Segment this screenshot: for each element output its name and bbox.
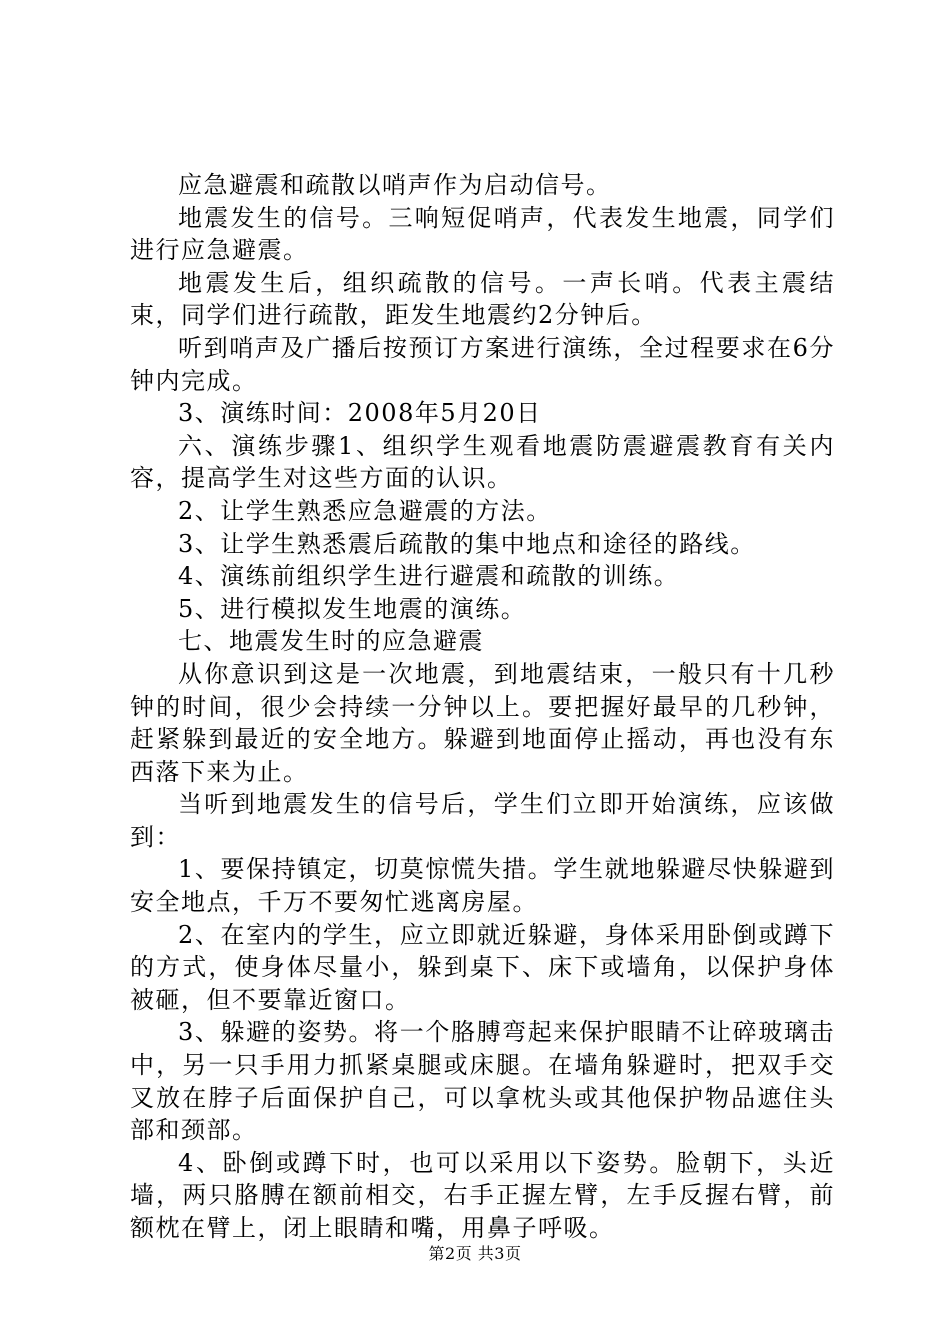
paragraph-evacuation-signal: 地震发生后，组织疏散的信号。一声长哨。代表主震结束，同学们进行疏散，距发生地震约2分钟后。 (130, 268, 835, 330)
paragraph-earthquake-signal: 地震发生的信号。三响短促哨声，代表发生地震，同学们进行应急避震。 (130, 203, 835, 265)
paragraph-drill-steps-5: 5、进行模拟发生地震的演练。 (178, 594, 527, 623)
paragraph-first-seconds: 从你意识到这是一次地震，到地震结束，一般只有十几秒钟的时间，很少会持续一分钟以上。要把握好最早的几秒钟，赶紧躲到最近的安全地方。躲避到地面停止摇动，再也没有东西落下来为止。 (130, 659, 835, 786)
paragraph-drill-steps-1: 六、演练步骤1、组织学生观看地震防震避震教育有关内容，提高学生对这些方面的认识。 (130, 431, 835, 493)
paragraph-prone-posture: 4、卧倒或蹲下时，也可以采用以下姿势。脸朝下，头近墙，两只胳膊在额前相交，右手正握左臂，左手反握右臂，前额枕在臂上，闭上眼睛和嘴，用鼻子呼吸。 (130, 1148, 835, 1242)
paragraph-shelter-posture: 3、躲避的姿势。将一个胳膊弯起来保护眼睛不让碎玻璃击中，另一只手用力抓紧桌腿或床腿。在墙角躲避时，把双手交叉放在脖子后面保护自己，可以拿枕头或其他保护物品遮住头部和颈部。 (130, 1018, 835, 1145)
paragraph-signal-intro: 应急避震和疏散以哨声作为启动信号。 (178, 171, 612, 199)
paragraph-stay-calm: 1、要保持镇定，切莫惊慌失措。学生就地躲避尽快躲避到安全地点，千万不要匆忙逃离房屋。 (130, 855, 835, 917)
paragraph-drill-time: 3、演练时间：2008年5月20日 (178, 399, 542, 428)
paragraph-drill-steps-4: 4、演练前组织学生进行避震和疏散的训练。 (178, 562, 680, 591)
document-body (130, 169, 835, 1245)
paragraph-drill-steps-3: 3、让学生熟悉震后疏散的集中地点和途径的路线。 (178, 529, 756, 558)
section-heading-emergency: 七、地震发生时的应急避震 (178, 627, 484, 656)
paragraph-drill-duration: 听到哨声及广播后按预订方案进行演练，全过程要求在6分钟内完成。 (130, 333, 835, 395)
paragraph-drill-steps-2: 2、让学生熟悉应急避震的方法。 (178, 496, 552, 525)
paragraph-indoor-shelter: 2、在室内的学生，应立即就近躲避，身体采用卧倒或蹲下的方式，使身体尽量小，躲到桌下、床下或墙角，以保护身体被砸，但不要靠近窗口。 (130, 920, 835, 1014)
page-number-footer: 第2页 共3页 (428, 1244, 522, 1263)
paragraph-on-signal: 当听到地震发生的信号后，学生们立即开始演练，应该做到： (130, 790, 835, 851)
